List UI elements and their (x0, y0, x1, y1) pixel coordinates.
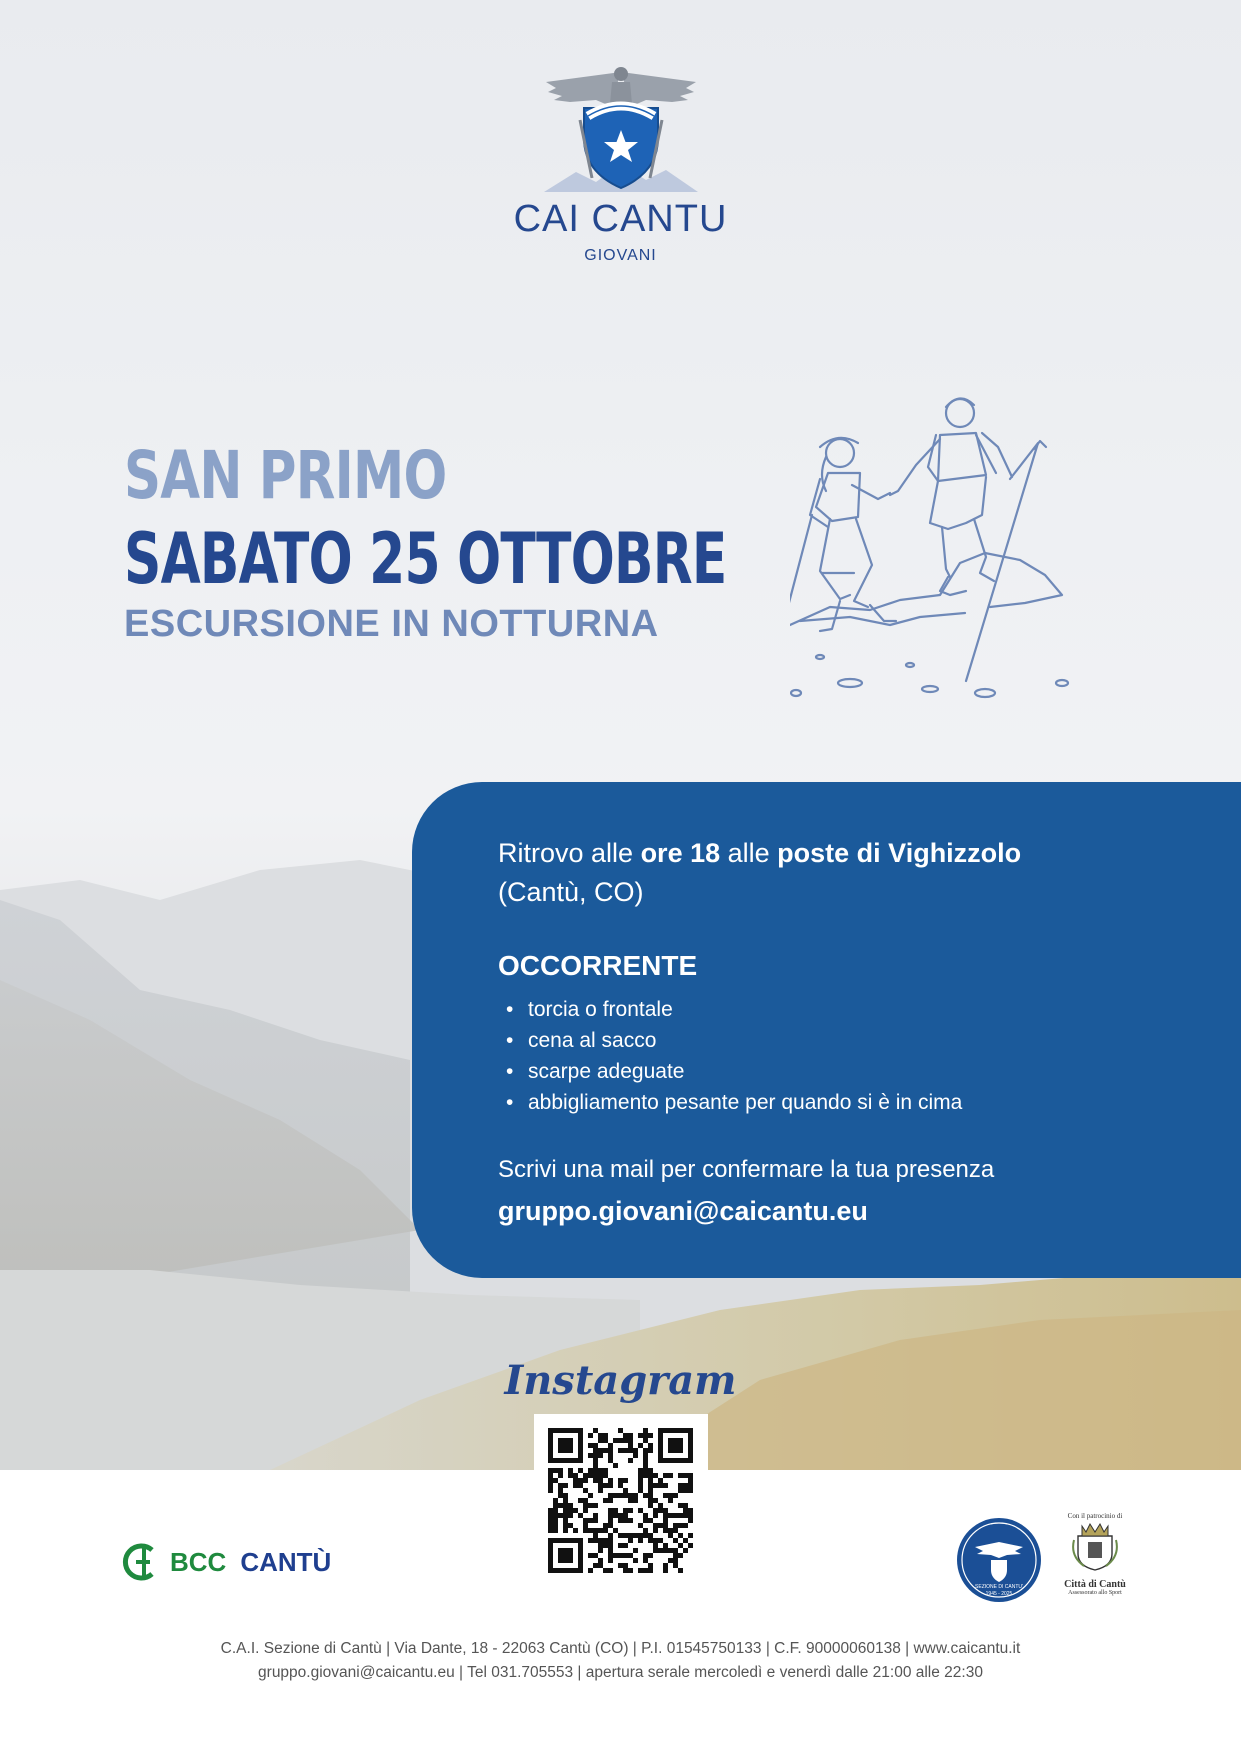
mail-instructions: Scrivi una mail per confermare la tua presenza (498, 1156, 995, 1183)
bank-name: BCC (170, 1546, 227, 1577)
footer-address (0, 1637, 1241, 1685)
footer-line-1: C.A.I. Sezione di Cantù | Via Dante, 18 - 22063 Cantù (CO) | P.I. 01545750133 | C.F. 90000060138 | www.caicantu.it (220, 1640, 1021, 1657)
seal-text: SEZIONE DI CANTU' (975, 1584, 1023, 1590)
meeting-text-1: Ritrovo alle (498, 838, 641, 868)
brand-title: CAI CANTU (513, 198, 728, 240)
meeting-city: (Cantù, CO) (498, 877, 644, 907)
list-item: • cena al sacco (498, 1025, 962, 1056)
event-place: SAN PRIMO (124, 437, 447, 514)
meeting-place: poste di Vighizzolo (777, 838, 1022, 868)
requirements-list (498, 994, 962, 1118)
meeting-time: ore 18 (640, 838, 721, 868)
list-item: • scarpe adeguate (498, 1056, 962, 1087)
footer-line-2: gruppo.giovani@caicantu.eu | Tel 031.705553 | apertura serale mercoledì e venerdì dalle 21:00 alle 22:30 (258, 1664, 983, 1681)
cai-emblem-icon (536, 60, 706, 202)
hikers-illustration-icon (790, 395, 1090, 705)
instagram-label: Instagram (504, 1357, 737, 1404)
city-department: Assessorato allo Sport (1068, 1590, 1122, 1596)
bcc-cantu-logo (122, 1542, 331, 1582)
info-panel (412, 782, 1241, 1278)
contact-email-link[interactable]: gruppo.giovani@caicantu.eu (498, 1196, 868, 1226)
event-date: SABATO 25 OTTOBRE (124, 518, 727, 600)
seal-years: 1945 - 2025 (985, 1591, 1013, 1597)
bank-city: CANTÙ (240, 1546, 332, 1577)
list-item: • abbigliamento pesante per quando si è in cima (498, 1087, 962, 1118)
brand-subtitle: GIOVANI (584, 247, 657, 264)
city-name: Città di Cantù (1064, 1579, 1126, 1590)
cai-seal-icon (955, 1516, 1043, 1604)
qr-code-icon[interactable] (534, 1414, 708, 1588)
list-item: • torcia o frontale (498, 994, 962, 1025)
requirements-title: OCCORRENTE (498, 950, 698, 981)
meeting-text-2: alle (720, 838, 778, 868)
citta-di-cantu-logo (1055, 1512, 1135, 1596)
event-type: ESCURSIONE IN NOTTURNA (124, 603, 659, 645)
patronage-label: Con il patrocinio di (1067, 1512, 1123, 1520)
cai-cantu-logo (0, 60, 1241, 265)
bcc-mark-icon (122, 1542, 162, 1582)
city-crest-icon (1070, 1520, 1120, 1572)
meeting-info (498, 834, 1138, 912)
